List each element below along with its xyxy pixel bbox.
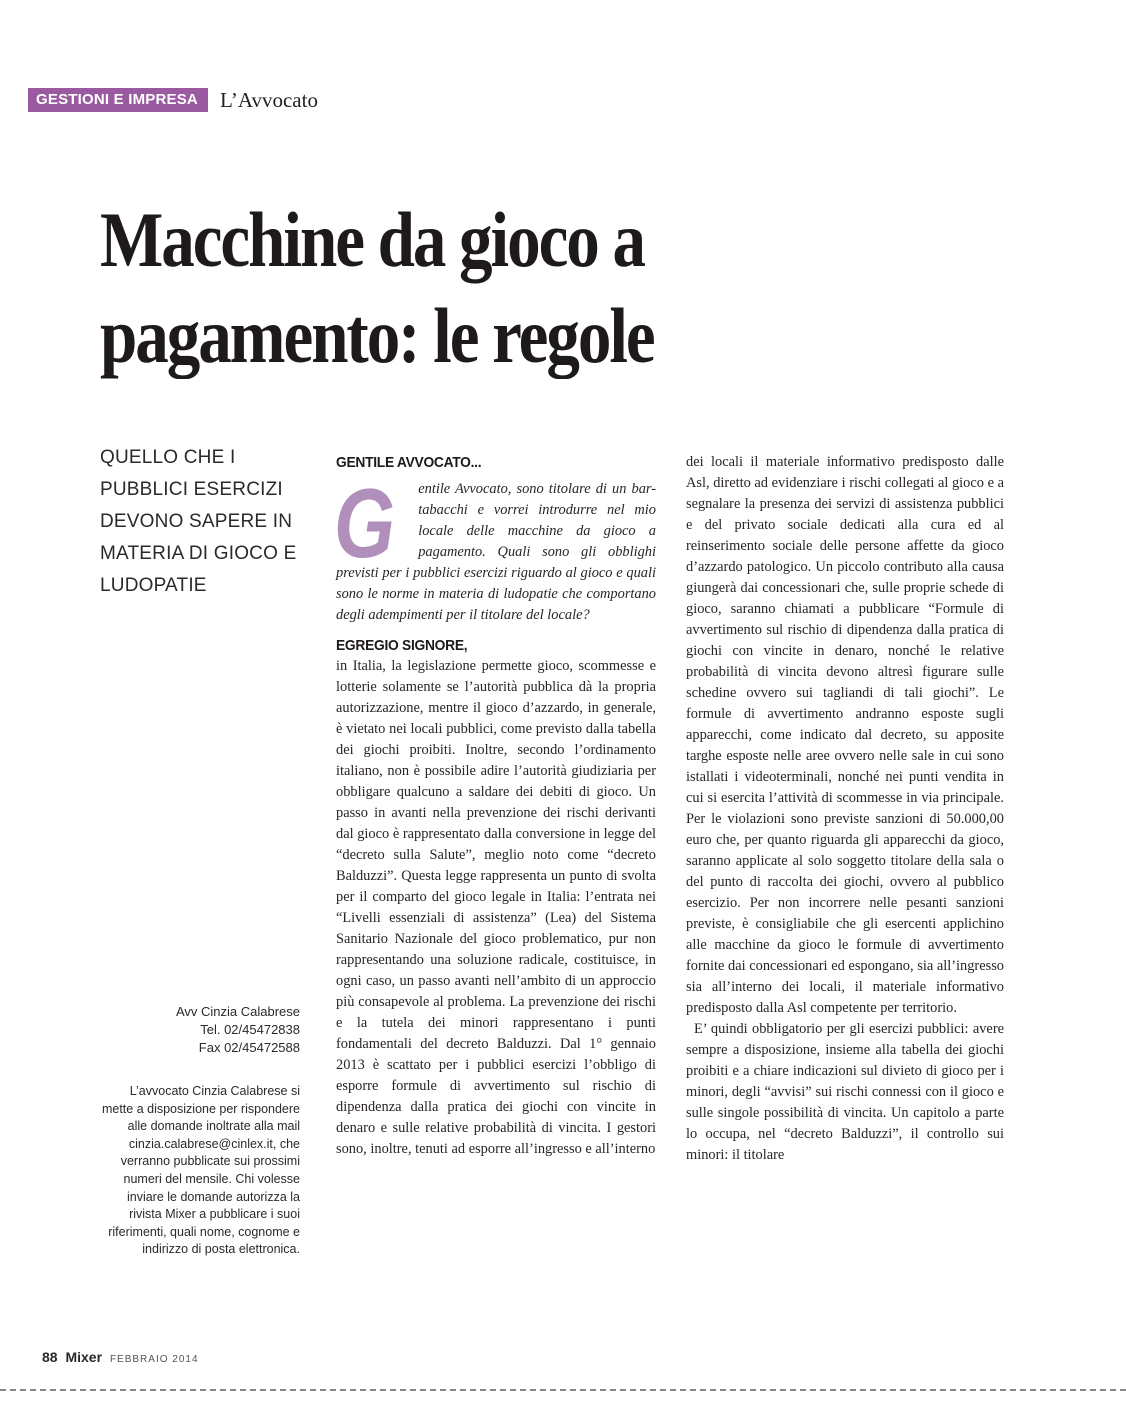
article-title: Macchine da gioco a pagamento: le regole	[100, 196, 654, 379]
magazine-name: Mixer	[65, 1349, 103, 1365]
author-fax: Fax 02/45472588	[198, 1040, 300, 1055]
author-tel: Tel. 02/45472838	[200, 1022, 300, 1037]
page-footer	[42, 1349, 199, 1365]
section-subtitle: L’Avvocato	[219, 87, 318, 112]
page-number: 88	[42, 1349, 58, 1365]
answer-paragraph-2: dei locali il materiale informativo predisposto dalle Asl, diretto ad evidenziare i rischi collegati al gioco e a segnalare la presenza dei servizi di assistenza pubblici e del privato sociale dedicati alla cura ed al reinserimento sociale delle persone affette da gioco d’azzardo patologico. Un piccolo contributo alla causa giungerà dai concessionari che, sulle proprie schede di gioco, saranno chiamati a pubblicare “Formule di avvertimento sul rischio di dipendenza dalla pratica di giochi con vincite in denaro, nonché le relative probabilità di vincita devono altresì figurare sulle schedine ovvero sui tagliandi di tali giochi”. Le formule di avvertimento andranno esposte sugli apparecchi, come indicato dal decreto, su apposite targhe esposte nelle aree ovvero nelle sale in cui sono istallati i videoterminali, nonché nei punti vendita in cui si esercita l’attività di scommesse in via principale. Per le violazioni sono previste sanzioni di 50.000,00 euro che, per quanto riguarda gli apparecchi da gioco, saranno applicate al solo soggetto titolare della sala o del punto di raccolta dei giochi, ovvero al pubblico esercizio. Per non incorrere nelle pesanti sanzioni previste, è consigliabile che gli esercenti applichino alle macchine da gioco le formule di avvertimento fornite dai concessionari ed espongano, sia all’ingresso sia all’interno dei locali, il materiale informativo predisposto dalla Asl competente per territorio.	[686, 454, 1004, 1016]
cut-line-divider	[0, 1389, 1126, 1391]
answer-paragraph-3: E’ quindi obbligatorio per gli esercizi pubblici: avere sempre a disposizione, insieme alla tabella dei giochi proibiti e a chiare indicazioni sul divieto di gioco per i minori, degli “avvisi” sui rischi connessi con il gioco e sulle singole possibilità di vincita. Un capitolo a parte lo occupa, nel “decreto Balduzzi”, il controllo sui minori: il titolare	[686, 1021, 1004, 1163]
question-body: entile Avvocato, sono titolare di un bar-tabacchi e vorrei introdurre nel mio locale delle macchine da gioco a pagamento. Quali sono gli obblighi previsti per i pubblici esercizi riguardo al gioco e quali sono le norme in materia di ludopatie che comportano degli adempimenti per il titolare del locale?	[336, 481, 656, 623]
issue-date: FEBBRAIO 2014	[109, 1354, 199, 1365]
column-1	[336, 452, 656, 1160]
section-tag: GESTIONI E IMPRESA	[28, 88, 208, 112]
author-note: L’avvocato Cinzia Calabrese si mette a disposizione per rispondere alle domande inoltrate alla mail cinzia.calabrese@cinlex.it, che verranno pubblicate sui prossimi numeri del mensile. Chi volesse inviare le domande autorizza la rivista Mixer a pubblicare i suoi riferimenti, quali nome, cognome e indirizzo di posta elettronica.	[101, 1084, 300, 1257]
question-text	[334, 468, 656, 626]
section-header	[28, 88, 318, 112]
answer-paragraph-1: in Italia, la legislazione permette gioco, scommesse e lotterie solamente se l’autorità pubblica dà la propria autorizzazione, mentre il gioco d’azzardo, in generale, è vietato nei locali pubblici, come previsto dalla tabella dei giochi proibiti. Inoltre, secondo l’ordinamento italiano, non è possibile adire l’autorità giudiziaria per obbligare qualcuno a saldare dei debiti di gioco. Un passo in avanti nella prevenzione dei rischi derivanti dal gioco è rappresentato dalla conversione in legge del “decreto sulla Salute”, meglio noto come “decreto Balduzzi”. Questa legge rappresenta un punto di svolta per il comparto del gioco legale in Italia: l’entrata nei “Livelli essenziali di assistenza” (Lea) del Sistema Sanitario Nazionale del gioco problematico, pur non rappresentando una soluzione radicale, costituisce, in ogni caso, un passo avanti nell’ambito di un approccio più consapevole al problema. La prevenzione dei rischi e la tutela dei minori rappresentano i punti fondamentali del decreto Balduzzi. Dal 1° gennaio 2013 è scattato per i pubblici esercizi l’obbligo di esporre formule di avvertimento sul rischio di dipendenza dalla pratica dei giochi con vincite in denaro e sulle relative probabilità di vincita. I gestori sono, inoltre, tenuti ad esporre all’ingresso e all’interno	[336, 658, 656, 1157]
answer-heading: EGREGIO SIGNORE,	[336, 637, 468, 654]
column-2	[686, 452, 1004, 1166]
author-name: Avv Cinzia Calabrese	[175, 1004, 300, 1019]
article-kicker: QUELLO CHE I PUBBLICI ESERCIZI DEVONO SAPERE IN MATERIA DI GIOCO E LUDOPATIE	[100, 447, 297, 596]
drop-cap: G	[334, 468, 395, 578]
question-heading: GENTILE AVVOCATO...	[336, 454, 482, 471]
author-box	[176, 1003, 300, 1057]
